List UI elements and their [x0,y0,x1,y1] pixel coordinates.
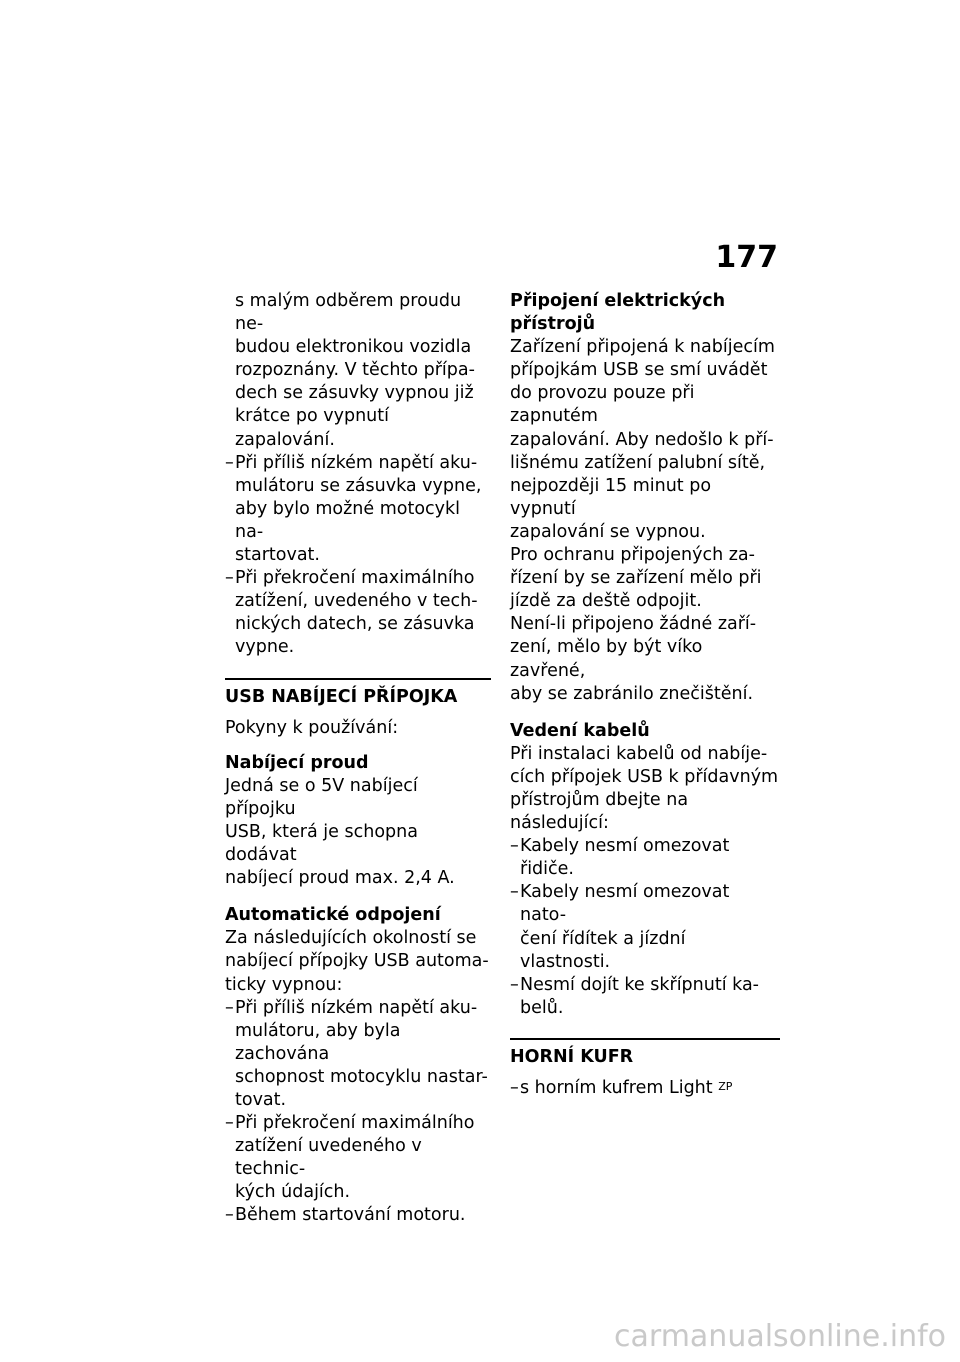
section-title-usb: USB NABÍJECÍ PŘÍPOJKA [225,686,458,707]
usage-note: Pokyny k používání: [225,717,399,738]
dash-bullet: – [510,836,519,857]
text-line: budou elektronikou vozidla [235,337,472,358]
list-item [225,567,491,659]
dash-bullet: – [510,974,519,995]
list-line: Při překročení maximálního [235,568,475,589]
text-line: Za následujících okolností se [225,928,477,949]
text-line: USB, která je schopna dodávat [225,821,418,866]
list-line: aby bylo možné motocykl na- [235,498,461,542]
list-line: kých údajích. [235,1182,351,1203]
text-line: Zařízení připojená k nabíjecím [510,337,775,358]
text-line: aby se zabránilo znečištění. [510,683,754,704]
heading-line: přístrojů [510,314,596,335]
cable-routing-list [510,835,780,1020]
text-line: Pro ochranu připojených za- [510,545,755,566]
list-line: zatížení uvedeného v technic- [235,1136,422,1180]
intro-list [225,452,491,660]
top-case-text: s horním kufrem Light [520,1078,713,1098]
list-item [510,835,780,881]
text-line: nejpozději 15 minut po vypnutí [510,475,712,519]
dash-bullet: – [225,997,234,1018]
list-item [510,974,780,1020]
subheading-cable-routing: Vedení kabelů [510,720,650,741]
dash-bullet: – [225,1205,234,1226]
list-line: Při příliš nízkém napětí aku- [235,452,478,473]
text-line: zapalování se vypnou. [510,521,706,542]
text-line: přístrojům dbejte na následující: [510,789,689,834]
text-line: přípojkám USB se smí uvádět [510,360,768,381]
auto-disconnect-list [225,997,491,1228]
list-line: zatížení, uvedeného v tech- [235,591,478,612]
list-line: Kabely nesmí omezovat řidiče. [520,836,730,880]
list-line: Nesmí dojít ke skřípnutí ka- [520,974,760,995]
section-title-top-case: HORNÍ KUFR [510,1046,634,1067]
list-line: schopnost motocyklu nastar- [235,1066,488,1087]
text-line: nabíjecí proud max. 2,4 A. [225,868,455,889]
text-line: lišnému zatížení palubní sítě, [510,452,766,473]
list-line: tovat. [235,1090,287,1110]
text-line: cích přípojek USB k přídavným [510,766,779,787]
optional-equipment-superscript: ZP [718,1080,733,1093]
text-line: krátce po vypnutí zapalování. [235,406,389,450]
text-line: zení, mělo by být víko zavřené, [510,637,703,681]
list-line: nických datech, se zásuvka [235,614,475,635]
list-line: vypne. [235,637,295,658]
list-line: Při překročení maximálního [235,1113,475,1134]
text-line: Není-li připojeno žádné zaří- [510,614,757,635]
dash-bullet: – [225,1113,234,1134]
section-divider [225,678,491,680]
list-line: mulátoru se zásuvka vypne, [235,475,482,496]
text-line: nabíjecí přípojky USB automa- [225,951,489,972]
left-column [225,290,491,1228]
heading-line: Připojení elektrických [510,291,726,311]
list-line: startovat. [235,545,320,566]
text-line: řízení by se zařízení mělo při [510,568,762,589]
page-number: 177 [715,240,778,275]
dash-bullet: – [225,568,234,589]
text-line: do provozu pouze při zapnutém [510,383,695,427]
list-item [510,881,780,973]
dash-bullet: – [510,1078,519,1098]
list-line: belů. [520,997,564,1018]
subheading-auto-disconnect: Automatické odpojení [225,905,441,926]
list-line: Kabely nesmí omezovat nato- [520,882,730,926]
list-line: mulátoru, aby byla zachována [235,1020,401,1064]
text-line: s malým odběrem proudu ne- [235,291,462,335]
watermark: carmanualsonline.info [614,1319,946,1354]
list-line: čení řídítek a jízdní vlastnosti. [520,928,686,972]
text-line: jízdě za deště odpojit. [510,591,702,612]
text-line: ticky vypnou: [225,974,343,995]
dash-bullet: – [225,452,234,473]
intro-paragraph [225,290,491,452]
list-item [225,1204,491,1227]
text-line: Při instalaci kabelů od nabíje- [510,743,768,764]
text-line: Jedná se o 5V nabíjecí přípojku [225,775,418,819]
dash-bullet: – [510,882,519,903]
text-line: dech se zásuvky vypnou již [235,383,474,404]
text-line: zapalování. Aby nedošlo k pří- [510,429,774,450]
right-column [510,290,780,1100]
top-case-item [510,1077,780,1100]
text-line: rozpoznány. V těchto přípa- [235,360,475,381]
list-item [225,452,491,567]
subheading-charging-current: Nabíjecí proud [225,752,369,773]
list-line: Při příliš nízkém napětí aku- [235,997,478,1018]
list-line: Během startování motoru. [235,1205,466,1226]
list-item [225,997,491,1112]
section-divider [510,1038,780,1040]
list-item [225,1112,491,1204]
subheading-connect-devices [510,290,780,336]
